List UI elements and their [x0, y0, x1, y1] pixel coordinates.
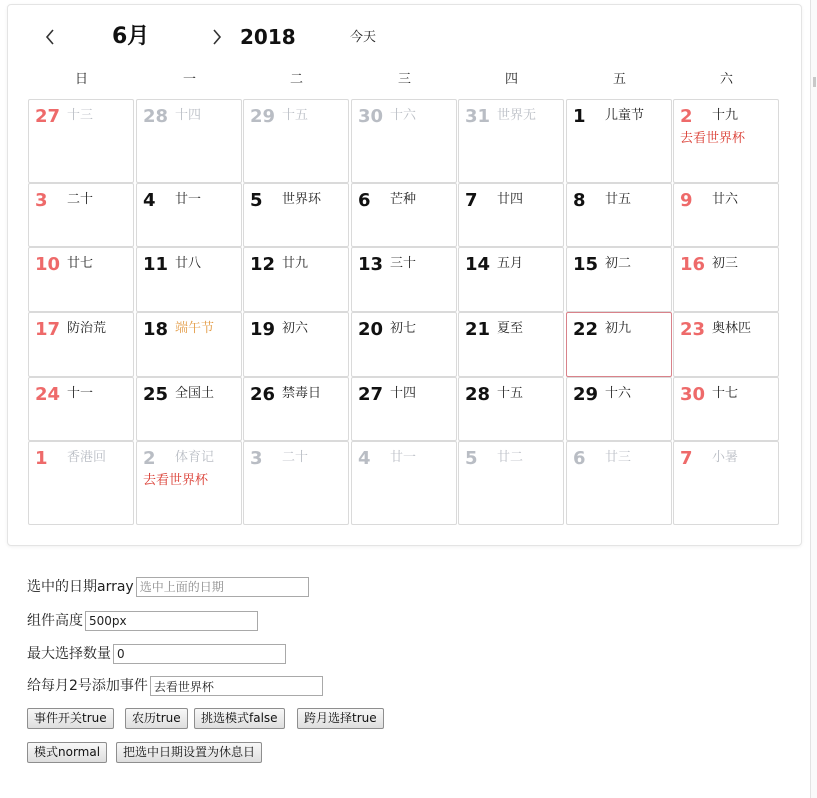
lunar-label: 廿七: [67, 256, 94, 271]
max-select-row: [27, 643, 286, 665]
day-cell[interactable]: [566, 441, 672, 525]
month-label[interactable]: 6月: [112, 24, 150, 49]
toggle-lunar-button[interactable]: 农历true: [125, 708, 188, 729]
day-number: 27: [35, 106, 61, 127]
toggle-cross-month-button[interactable]: 跨月选择true: [297, 708, 384, 729]
day-cell[interactable]: [243, 377, 349, 441]
day-number: 18: [143, 319, 169, 340]
day-cell[interactable]: [673, 441, 779, 525]
day-cell[interactable]: [28, 183, 134, 247]
day-cell[interactable]: [566, 99, 672, 183]
lunar-label: 世界环: [282, 192, 322, 207]
lunar-label: 廿五: [605, 192, 632, 207]
day-number: 20: [358, 319, 384, 340]
day-cell[interactable]: [566, 183, 672, 247]
lunar-label: 体育记: [175, 450, 215, 465]
event-row: [27, 675, 323, 697]
day-cell[interactable]: [458, 99, 564, 183]
day-cell[interactable]: [136, 377, 242, 441]
lunar-label: 初六: [282, 321, 309, 336]
lunar-label: 十七: [712, 386, 739, 401]
lunar-label: 芒种: [390, 192, 417, 207]
day-number: 31: [465, 106, 491, 127]
lunar-label: 十六: [605, 386, 632, 401]
lunar-label: 初七: [390, 321, 417, 336]
day-number: 3: [35, 190, 48, 211]
height-label: 组件高度: [27, 613, 83, 629]
weekday-tue: 二: [289, 72, 303, 87]
day-cell[interactable]: [351, 99, 457, 183]
toggle-pick-mode-button[interactable]: 挑选模式false: [194, 708, 285, 729]
day-number: 14: [465, 254, 491, 275]
weekday-sun: 日: [74, 72, 88, 87]
lunar-label: 全国土: [175, 386, 215, 401]
day-cell[interactable]: [28, 247, 134, 312]
day-event-label: 去看世界杯: [680, 131, 746, 146]
day-cell[interactable]: [673, 377, 779, 441]
lunar-label: 初九: [605, 321, 632, 336]
lunar-label: 廿六: [712, 192, 739, 207]
today-button[interactable]: 今天: [350, 30, 377, 45]
max-select-label: 最大选择数量: [27, 646, 111, 662]
prev-month-button[interactable]: [41, 24, 59, 50]
page-scrollbar[interactable]: [810, 0, 817, 798]
lunar-label: 十九: [712, 108, 739, 123]
day-cell[interactable]: [673, 312, 779, 377]
day-cell[interactable]: [351, 247, 457, 312]
day-cell[interactable]: [458, 247, 564, 312]
day-cell[interactable]: [458, 377, 564, 441]
day-number: 16: [680, 254, 706, 275]
day-cell[interactable]: [136, 183, 242, 247]
lunar-label: 十四: [175, 108, 202, 123]
lunar-label: 廿一: [390, 450, 417, 465]
day-cell[interactable]: [243, 441, 349, 525]
day-number: 2: [680, 106, 693, 127]
day-number: 12: [250, 254, 276, 275]
day-number: 9: [680, 190, 693, 211]
day-number: 5: [465, 448, 478, 469]
lunar-label: 儿童节: [605, 108, 645, 123]
day-number: 6: [358, 190, 371, 211]
day-number: 11: [143, 254, 169, 275]
chevron-left-icon: [41, 24, 59, 50]
selected-dates-input[interactable]: [136, 577, 309, 597]
lunar-label: 防治荒: [67, 321, 107, 336]
day-cell[interactable]: [28, 99, 134, 183]
lunar-label: 初二: [605, 256, 632, 271]
lunar-label: 夏至: [497, 321, 524, 336]
day-number: 24: [35, 384, 61, 405]
lunar-label: 二十: [67, 192, 94, 207]
scrollbar-thumb[interactable]: [813, 77, 816, 87]
day-cell[interactable]: [136, 247, 242, 312]
day-cell[interactable]: [351, 312, 457, 377]
day-cell[interactable]: [243, 247, 349, 312]
height-input[interactable]: [85, 611, 258, 631]
day-number: 23: [680, 319, 706, 340]
lunar-label: 小暑: [712, 450, 739, 465]
day-number: 1: [35, 448, 48, 469]
day-cell-selected[interactable]: [566, 312, 672, 377]
day-number: 19: [250, 319, 276, 340]
lunar-label: 廿八: [175, 256, 202, 271]
lunar-label: 十四: [390, 386, 417, 401]
day-number: 1: [573, 106, 586, 127]
day-number: 8: [573, 190, 586, 211]
lunar-label: 廿二: [497, 450, 524, 465]
day-cell[interactable]: [673, 247, 779, 312]
selected-dates-row: [27, 576, 309, 598]
lunar-label: 初三: [712, 256, 739, 271]
day-cell[interactable]: [458, 441, 564, 525]
day-cell[interactable]: [351, 377, 457, 441]
next-month-button[interactable]: [208, 24, 226, 50]
day-cell[interactable]: [28, 377, 134, 441]
day-number: 7: [680, 448, 693, 469]
event-input[interactable]: [150, 676, 323, 696]
day-number: 25: [143, 384, 169, 405]
toggle-events-button[interactable]: 事件开关true: [27, 708, 114, 729]
festival-label: 端午节: [175, 321, 215, 336]
day-cell[interactable]: [243, 312, 349, 377]
day-cell[interactable]: [351, 441, 457, 525]
day-number: 28: [465, 384, 491, 405]
lunar-label: 廿一: [175, 192, 202, 207]
day-cell[interactable]: [136, 312, 242, 377]
day-number: 22: [573, 319, 599, 340]
day-number: 28: [143, 106, 169, 127]
day-number: 29: [250, 106, 276, 127]
day-cell[interactable]: [136, 99, 242, 183]
day-number: 15: [573, 254, 599, 275]
weekday-sat: 六: [719, 72, 733, 87]
day-cell[interactable]: [243, 99, 349, 183]
lunar-label: 十六: [390, 108, 417, 123]
lunar-label: 二十: [282, 450, 309, 465]
day-number: 30: [680, 384, 706, 405]
weekday-wed: 三: [397, 72, 411, 87]
day-number: 2: [143, 448, 156, 469]
day-cell[interactable]: [566, 377, 672, 441]
day-number: 26: [250, 384, 276, 405]
day-cell[interactable]: [351, 183, 457, 247]
day-number: 27: [358, 384, 384, 405]
weekday-fri: 五: [612, 72, 626, 87]
lunar-label: 奥林匹: [712, 321, 752, 336]
lunar-label: 十一: [67, 386, 94, 401]
day-number: 4: [143, 190, 156, 211]
mode-button[interactable]: 模式normal: [27, 742, 107, 763]
lunar-label: 十三: [67, 108, 94, 123]
day-cell[interactable]: [566, 247, 672, 312]
day-number: 6: [573, 448, 586, 469]
lunar-label: 禁毒日: [282, 386, 322, 401]
lunar-label: 廿九: [282, 256, 309, 271]
day-number: 4: [358, 448, 371, 469]
day-cell[interactable]: [458, 312, 564, 377]
day-number: 5: [250, 190, 263, 211]
weekday-thu: 四: [504, 72, 518, 87]
lunar-label: 五月: [497, 256, 524, 271]
day-number: 30: [358, 106, 384, 127]
lunar-label: 十五: [282, 108, 309, 123]
day-cell[interactable]: [458, 183, 564, 247]
day-number: 13: [358, 254, 384, 275]
day-event-label: 去看世界杯: [143, 473, 209, 488]
day-number: 7: [465, 190, 478, 211]
day-number: 10: [35, 254, 61, 275]
day-cell[interactable]: [28, 312, 134, 377]
lunar-label: 香港回: [67, 450, 107, 465]
selected-dates-label: 选中的日期array: [27, 579, 134, 595]
day-number: 17: [35, 319, 61, 340]
height-row: [27, 610, 258, 632]
day-cell[interactable]: [673, 99, 779, 183]
lunar-label: 世界无: [497, 108, 537, 123]
day-cell[interactable]: [673, 183, 779, 247]
day-cell[interactable]: [136, 441, 242, 525]
lunar-label: 十五: [497, 386, 524, 401]
event-label: 给每月2号添加事件: [27, 678, 148, 694]
chevron-right-icon: [208, 24, 226, 50]
year-label[interactable]: 2018: [240, 25, 296, 49]
lunar-label: 廿三: [605, 450, 632, 465]
set-holiday-button[interactable]: 把选中日期设置为休息日: [116, 742, 262, 763]
day-number: 29: [573, 384, 599, 405]
lunar-label: 廿四: [497, 192, 524, 207]
lunar-label: 三十: [390, 256, 417, 271]
max-select-input[interactable]: [113, 644, 286, 664]
day-cell[interactable]: [243, 183, 349, 247]
day-number: 21: [465, 319, 491, 340]
day-number: 3: [250, 448, 263, 469]
day-cell[interactable]: [28, 441, 134, 525]
weekday-mon: 一: [182, 72, 196, 87]
